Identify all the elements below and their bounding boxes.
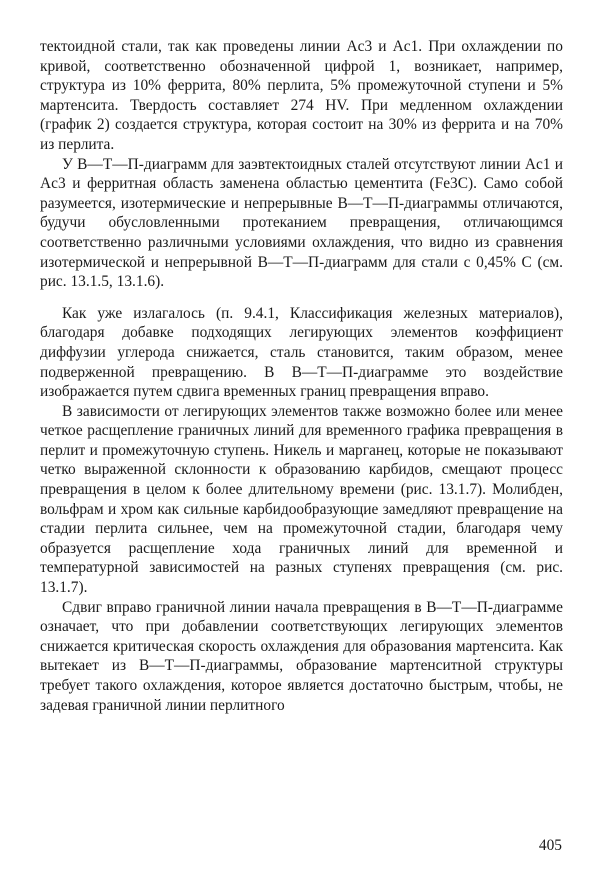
page-body	[40, 37, 563, 847]
paragraph-5: Сдвиг вправо граничной линии начала превращения в В—Т—П-диаграмме означает, что при добавлении соответствующих легирующих элементов снижается критическая скорость охлаждения для образования мартенсита. Как вытекает из В—Т—П-диаграммы, образование мартенситной структуры требует такого охлаждения, которое является достаточно быстрым, чтобы, не задевая граничной линии перлитного	[40, 598, 563, 714]
paragraph-4: В зависимости от легирующих элементов также возможно более или менее четкое расщепление граничных линий для временного графика превращения в перлит и промежуточную ступень. Никель и марганец, которые не показывают четко выраженной склонности к образованию карбидов, смещают процесс превращения в целом к более длительному времени (рис. 13.1.7). Молибден, вольфрам и хром как сильные карбидообразующие замедляют превращение на стадии перлита сильнее, чем на промежуточной стадии, благодаря чему образуется расщепление хода граничных линий для временной и температурной зависимостей на разных ступенях превращения (см. рис. 13.1.7).	[40, 402, 563, 597]
paragraph-3: Как уже излагалось (п. 9.4.1, Классификация железных материалов), благодаря добавке подходящих легирующих элементов коэффициент диффузии углерода снижается, сталь становится, таким образом, менее подверженной превращению. В В—Т—П-диаграмме это воздействие изображается путем сдвига временных границ превращения вправо.	[40, 304, 563, 401]
page-number: 405	[538, 837, 562, 854]
paragraph-2: У В—Т—П-диаграмм для заэвтектоидных сталей отсутствуют линии Ac1 и Ac3 и ферритная область заменена областью цементита (Fe3C). Само собой разумеется, изотермические и непрерывные В—Т—П-диаграммы отличаются, будучи обусловленными протеканием превращения, отличающимся соответственно различными условиями охлаждения, что видно из сравнения изотермической и непрерывной В—Т—П-диаграмм для стали с 0,45% С (см. рис. 13.1.5, 13.1.6).	[40, 155, 563, 291]
paragraph-1: тектоидной стали, так как проведены линии Ac3 и Ac1. При охлаждении по кривой, соответственно обозначенной цифрой 1, возникает, например, структура из 10% феррита, 80% перлита, 5% промежуточной ступени и 5% мартенсита. Твердость составляет 274 HV. При медленном охлаждении (график 2) создается структура, которая состоит на 30% из феррита и на 70% из перлита.	[40, 38, 563, 153]
